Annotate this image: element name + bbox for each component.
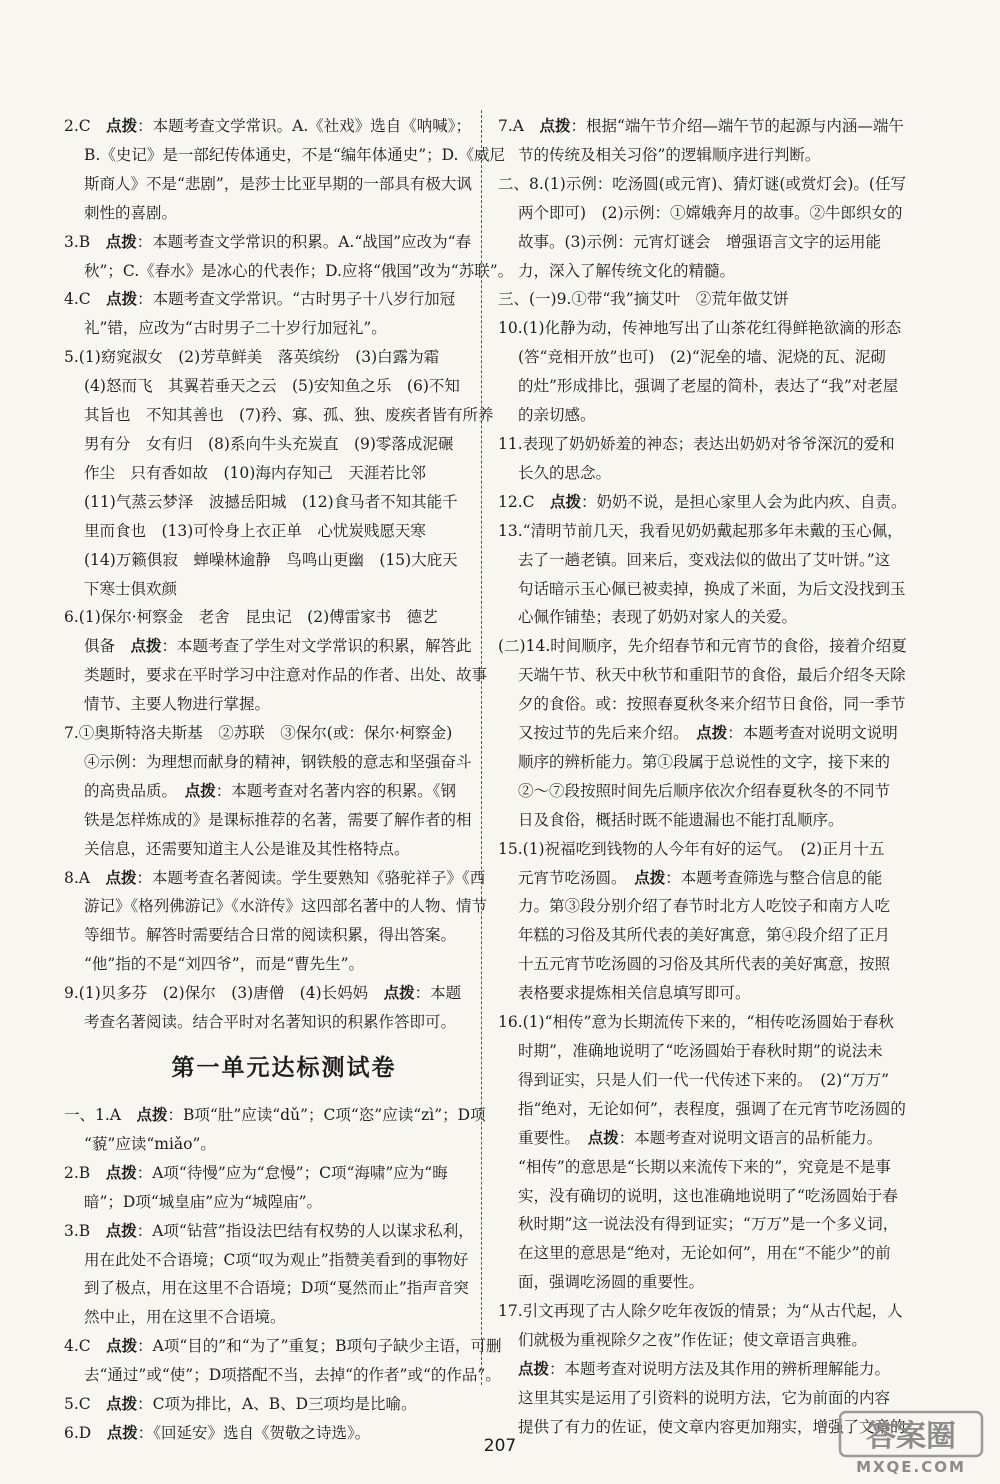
answer-line: 实，没有确切的说明，这也准确地说明了“吃汤圆始于春	[518, 1186, 898, 1205]
answer-line: 5.(1)窈窕淑女 (2)芳草鲜美 落英缤纷 (3)白露为霜	[64, 348, 440, 367]
right-answer-item	[498, 314, 938, 430]
left-answer-item	[64, 228, 514, 286]
answer-line: “他”指的不是“刘四爷”，而是“曹先生”。	[84, 955, 365, 974]
left-answer-item	[64, 979, 504, 1037]
left_after_heading-answer-item	[64, 1390, 504, 1419]
answer-line: 作尘 只有香如故 (10)海内存知己 天涯若比邻	[84, 463, 426, 482]
answer-line: 故事。(3)示例：元宵灯谜会 增强语言文字的运用能	[518, 232, 881, 251]
answer-line: 礼”错，应改为“古时男子二十岁行加冠礼”。	[84, 319, 387, 338]
answer-line: 点拨：本题考查对说明方法及其作用的辨析理解能力。	[518, 1358, 891, 1378]
answer-line: 13.“清明节前几天，我看见奶奶戴起那多年未戴的玉心佩，	[498, 521, 903, 540]
answer-line: 重要性。 点拨：本题考查对说明文语言的品析能力。	[518, 1127, 883, 1147]
answer-line: 7.A 点拨：根据“端午节介绍—端午节的起源与内涵—端午	[498, 116, 904, 135]
answer-line: (答“竞相开放”也可) (2)“泥垒的墙、泥烧的瓦、泥砌	[518, 348, 886, 367]
right-answer-item	[498, 1008, 938, 1297]
answer-line: 下寒士俱欢颜	[84, 579, 178, 598]
answer-line: 类题时，要求在平时学习中注意对作品的作者、出处、故事	[84, 666, 488, 685]
answer-line: 刺性的喜剧。	[84, 203, 178, 222]
left-answer-item	[64, 864, 504, 980]
answer-line: 9.(1)贝多芬 (2)保尔 (3)唐僧 (4)长妈妈 点拨：本题	[64, 983, 462, 1003]
answer-line: 得到证实，只是人们一代一代传述下来的。 (2)“万万”	[518, 1070, 890, 1089]
answer-line: 这里其实是运用了引资料的说明方法，它为前面的内容	[518, 1388, 891, 1407]
watermark-cn: 答案圈	[866, 1419, 956, 1454]
answer-line: 提供了有力的佐证，使文章内容更加翔实，增强了文章的	[518, 1417, 906, 1436]
right-answer-item	[498, 170, 938, 286]
answer-line: 然中止，用在这里不合语境。	[84, 1308, 286, 1327]
answer-line: (4)怒而飞 其翼若垂天之云 (5)安知鱼之乐 (6)不知	[84, 377, 460, 396]
answer-line: 关信息，还需要知道主人公是谁及其性格特点。	[84, 839, 410, 858]
answer-line: 指“绝对，无论如何”，表程度，强调了在元宵节吃汤圆的	[518, 1099, 906, 1118]
answer-line: 7.①奥斯特洛夫斯基 ②苏联 ③保尔(或：保尔·柯察金)	[64, 724, 453, 743]
answer-line: 男有分 女有归 (8)系向牛头充炭直 (9)零落成泥碾	[84, 434, 454, 453]
answer-line: 游记》《格列佛游记》《水浒传》这四部名著中的人物、情节	[84, 897, 488, 916]
answer-line: 力，深入了解传统文化的精髓。	[518, 261, 736, 280]
answer-line: 年糕的习俗及其所代表的美好寓意，第④段介绍了正月	[518, 926, 891, 945]
answer-line: 句话暗示玉心佩已被卖掉，换成了米面，为后文没找到玉	[518, 579, 906, 598]
answer-line: 夕的食俗。或：按照春夏秋冬来介绍节日食俗，同一季节	[518, 695, 906, 714]
answer-line: 心佩作铺垫；表现了奶奶对家人的关爱。	[518, 608, 798, 627]
left-answer-item	[64, 285, 504, 343]
answer-line: 表格要求提炼相关信息填写即可。	[518, 984, 751, 1003]
answer-line: 10.(1)化静为动，传神地写出了山茶花红得鲜艳欲滴的形态	[498, 319, 902, 338]
answer-line: 斯商人》不是“悲剧”，是莎士比亚早期的一部具有极大讽	[84, 174, 472, 193]
left-answer-item	[64, 719, 504, 864]
answer-line: 15.(1)祝福吃到钱物的人今年有好的运气。 (2)正月十五	[498, 839, 885, 858]
watermark-en: MXQE.COM	[856, 1458, 966, 1476]
left-answer-item	[64, 603, 504, 719]
answer-line: (11)气蒸云梦泽 波撼岳阳城 (12)食马者不知其能千	[84, 492, 458, 511]
watermark-logo	[836, 1408, 986, 1478]
answer-line: 面，强调吃汤圆的重要性。	[518, 1273, 705, 1292]
answer-line: 用在此处不合语境；C项“叹为观止”指赞美看到的事物好	[84, 1250, 469, 1269]
right-answer-item	[498, 835, 938, 1008]
section-heading: 第一单元达标测试卷	[171, 1055, 397, 1081]
answer-line: 的高贵品质。 点拨：本题考查对名著内容的积累。《钢	[84, 780, 457, 800]
answer-line: 16.(1)“相传”意为长期流传下来的，“相传吃汤圆始于春秋	[498, 1013, 894, 1032]
answer-line: ②～⑦段按照时间先后顺序依次介绍春夏秋冬的不同节	[518, 781, 891, 800]
answer-line: 的灶”形成排比，强调了老屋的简朴，表达了“我”对老屋	[518, 377, 899, 396]
answer-line: 考查名著阅读。结合平时对名著知识的积累作答即可。	[84, 1013, 457, 1032]
answer-line: 二、8.(1)示例：吃汤圆(或元宵)、猜灯谜(或赏灯会)。(任写	[498, 174, 906, 193]
answer-line: 的亲切感。	[518, 406, 596, 425]
answer-line: 3.B 点拨：本题考查文学常识的积累。A.“战国”应改为“春	[64, 231, 472, 251]
answer-line: 其旨也 不知其善也 (7)矜、寡、孤、独、废疾者皆有所养	[84, 406, 494, 425]
answer-line: (二)14.时间顺序，先介绍春节和元宵节的食俗，接着介绍夏	[498, 637, 907, 656]
answer-line: 2.B 点拨：A项“待慢”应为“怠慢”；C项“海啸”应为“晦	[64, 1162, 448, 1182]
answer-line: 里而食也 (13)可怜身上衣正单 心忧炭贱愿天寒	[84, 521, 426, 540]
right-answer-item	[498, 517, 938, 633]
left-answer-item	[64, 112, 504, 228]
right-answer-item	[498, 488, 938, 517]
answer-line: 力。第③段分别介绍了春节时北方人吃饺子和南方人吃	[518, 897, 891, 916]
left_after_heading-answer-item	[64, 1332, 504, 1390]
answer-line: 去了一趟老镇。回来后，变戏法似的做出了艾叶饼。”这	[518, 550, 891, 569]
answer-line: 一、1.A 点拨：B项“肚”应读“dǔ”；C项“恣”应读“zì”；D项	[64, 1105, 486, 1124]
answer-line: 4.C 点拨：A项“目的”和“为了”重复；B项句子缺少主语，可删	[64, 1336, 502, 1356]
answer-line: 天端午节、秋天中秋节和重阳节的食俗，最后介绍冬天除	[518, 666, 906, 685]
right-answer-item	[498, 430, 938, 488]
answer-line: 情节、主要人物进行掌握。	[84, 695, 271, 714]
right-answer-item	[498, 632, 938, 834]
answer-line: 们就极为重视除夕之夜”作佐证；使文章语言典雅。	[518, 1331, 867, 1350]
answer-line: 日及食俗，概括时既不能遗漏也不能打乱顺序。	[518, 810, 844, 829]
answer-line: 秋”；C.《春水》是冰心的代表作；D.应将“俄国”改为“苏联”。	[84, 261, 514, 280]
answer-line: “藐”应读“miǎo”。	[84, 1134, 216, 1153]
answer-line: 去“通过”或“使”；D项搭配不当，去掉“的作者”或“的作品”。	[84, 1366, 501, 1385]
left-answer-item	[64, 343, 504, 603]
answer-line: 暗”；D项“城皇庙”应为“城隍庙”。	[84, 1192, 323, 1211]
answer-line: 5.C 点拨：C项为排比，A、B、D三项均是比喻。	[64, 1394, 417, 1414]
answer-line: 到了极点，用在这里不合语境；D项“戛然而止”指声音突	[84, 1279, 469, 1298]
answer-line: 又按过节的先后来介绍。 点拨：本题考查对说明文说明	[518, 723, 898, 743]
answer-line: 俱备 点拨：本题考查了学生对文学常识的积累，解答此	[84, 636, 472, 656]
answer-line: 等细节。解答时需要结合日常的阅读积累，得出答案。	[84, 926, 457, 945]
answer-line: 两个即可) (2)示例：①嫦娥奔月的故事。②牛郎织女的	[518, 203, 903, 222]
answer-line: 6.(1)保尔·柯察金 老舍 昆虫记 (2)傅雷家书 德艺	[64, 608, 438, 627]
right-answer-item	[498, 112, 938, 170]
answer-line: B.《史记》是一部纪传体通史，不是“编年体通史”；D.《威尼	[84, 145, 505, 164]
answer-line: 2.C 点拨：本题考查文学常识。A.《社戏》选自《呐喊》；	[64, 116, 472, 135]
left_after_heading-answer-item	[64, 1159, 504, 1217]
answer-line: 8.A 点拨：本题考查名著阅读。学生要熟知《骆驼祥子》《西	[64, 867, 486, 887]
answer-line: 元宵节吃汤圆。 点拨：本题考查筛选与整合信息的能	[518, 867, 883, 887]
answer-line: 长久的思念。	[518, 463, 612, 482]
answer-line: 三、(一)9.①带“我”摘艾叶 ②荒年做艾饼	[498, 290, 789, 309]
answer-line: 秋时期”这一说法没有得到证实；“万万”是一个多义词，	[518, 1215, 899, 1234]
answer-line: 时期”，准确地说明了“吃汤圆始于春秋时期”的说法未	[518, 1042, 883, 1060]
answer-line: 6.D 点拨：《回延安》选自《贺敬之诗选》。	[64, 1422, 371, 1442]
answer-line: 17.引文再现了古人除夕吃年夜饭的情景；为“从古代起，人	[498, 1302, 903, 1321]
answer-line: 3.B 点拨：A项“钻营”指设法巴结有权势的人以谋求私利，	[64, 1220, 474, 1240]
left_after_heading-answer-item	[64, 1217, 504, 1333]
answer-line: 12.C 点拨：奶奶不说，是担心家里人会为此内疚、自责。	[498, 491, 907, 511]
answer-line: 十五元宵节吃汤圆的习俗及其所代表的美好寓意，按照	[518, 955, 891, 974]
answer-line: (14)万籁俱寂 蝉噪林逾静 鸟鸣山更幽 (15)大庇天	[84, 550, 458, 569]
answer-line: ④示例：为理想而献身的精神，钢铁般的意志和坚强奋斗	[84, 752, 472, 771]
right-answer-item	[498, 285, 938, 314]
answer-line: 顺序的辨析能力。第①段属于总说性的文字，接下来的	[518, 752, 891, 771]
right-column	[498, 112, 938, 1442]
page-number: 207	[483, 1436, 517, 1456]
answer-line: 11.表现了奶奶娇羞的神态；表达出奶奶对爷爷深沉的爱和	[498, 434, 895, 453]
left_after_heading-answer-item	[64, 1101, 504, 1159]
answer-line: 节的传统及相关习俗”的逻辑顺序进行判断。	[518, 145, 821, 164]
answer-line: 铁是怎样炼成的》是课标推荐的名著，需要了解作者的相	[84, 810, 472, 829]
answer-line: “相传”的意思是“长期以来流传下来的”，究竟是不是事	[518, 1157, 891, 1176]
answer-line: 4.C 点拨：本题考查文学常识。“古时男子十八岁行加冠	[64, 289, 456, 309]
answer-line: 在这里的意思是“绝对，无论如何”，用在“不能少”的前	[518, 1244, 891, 1263]
